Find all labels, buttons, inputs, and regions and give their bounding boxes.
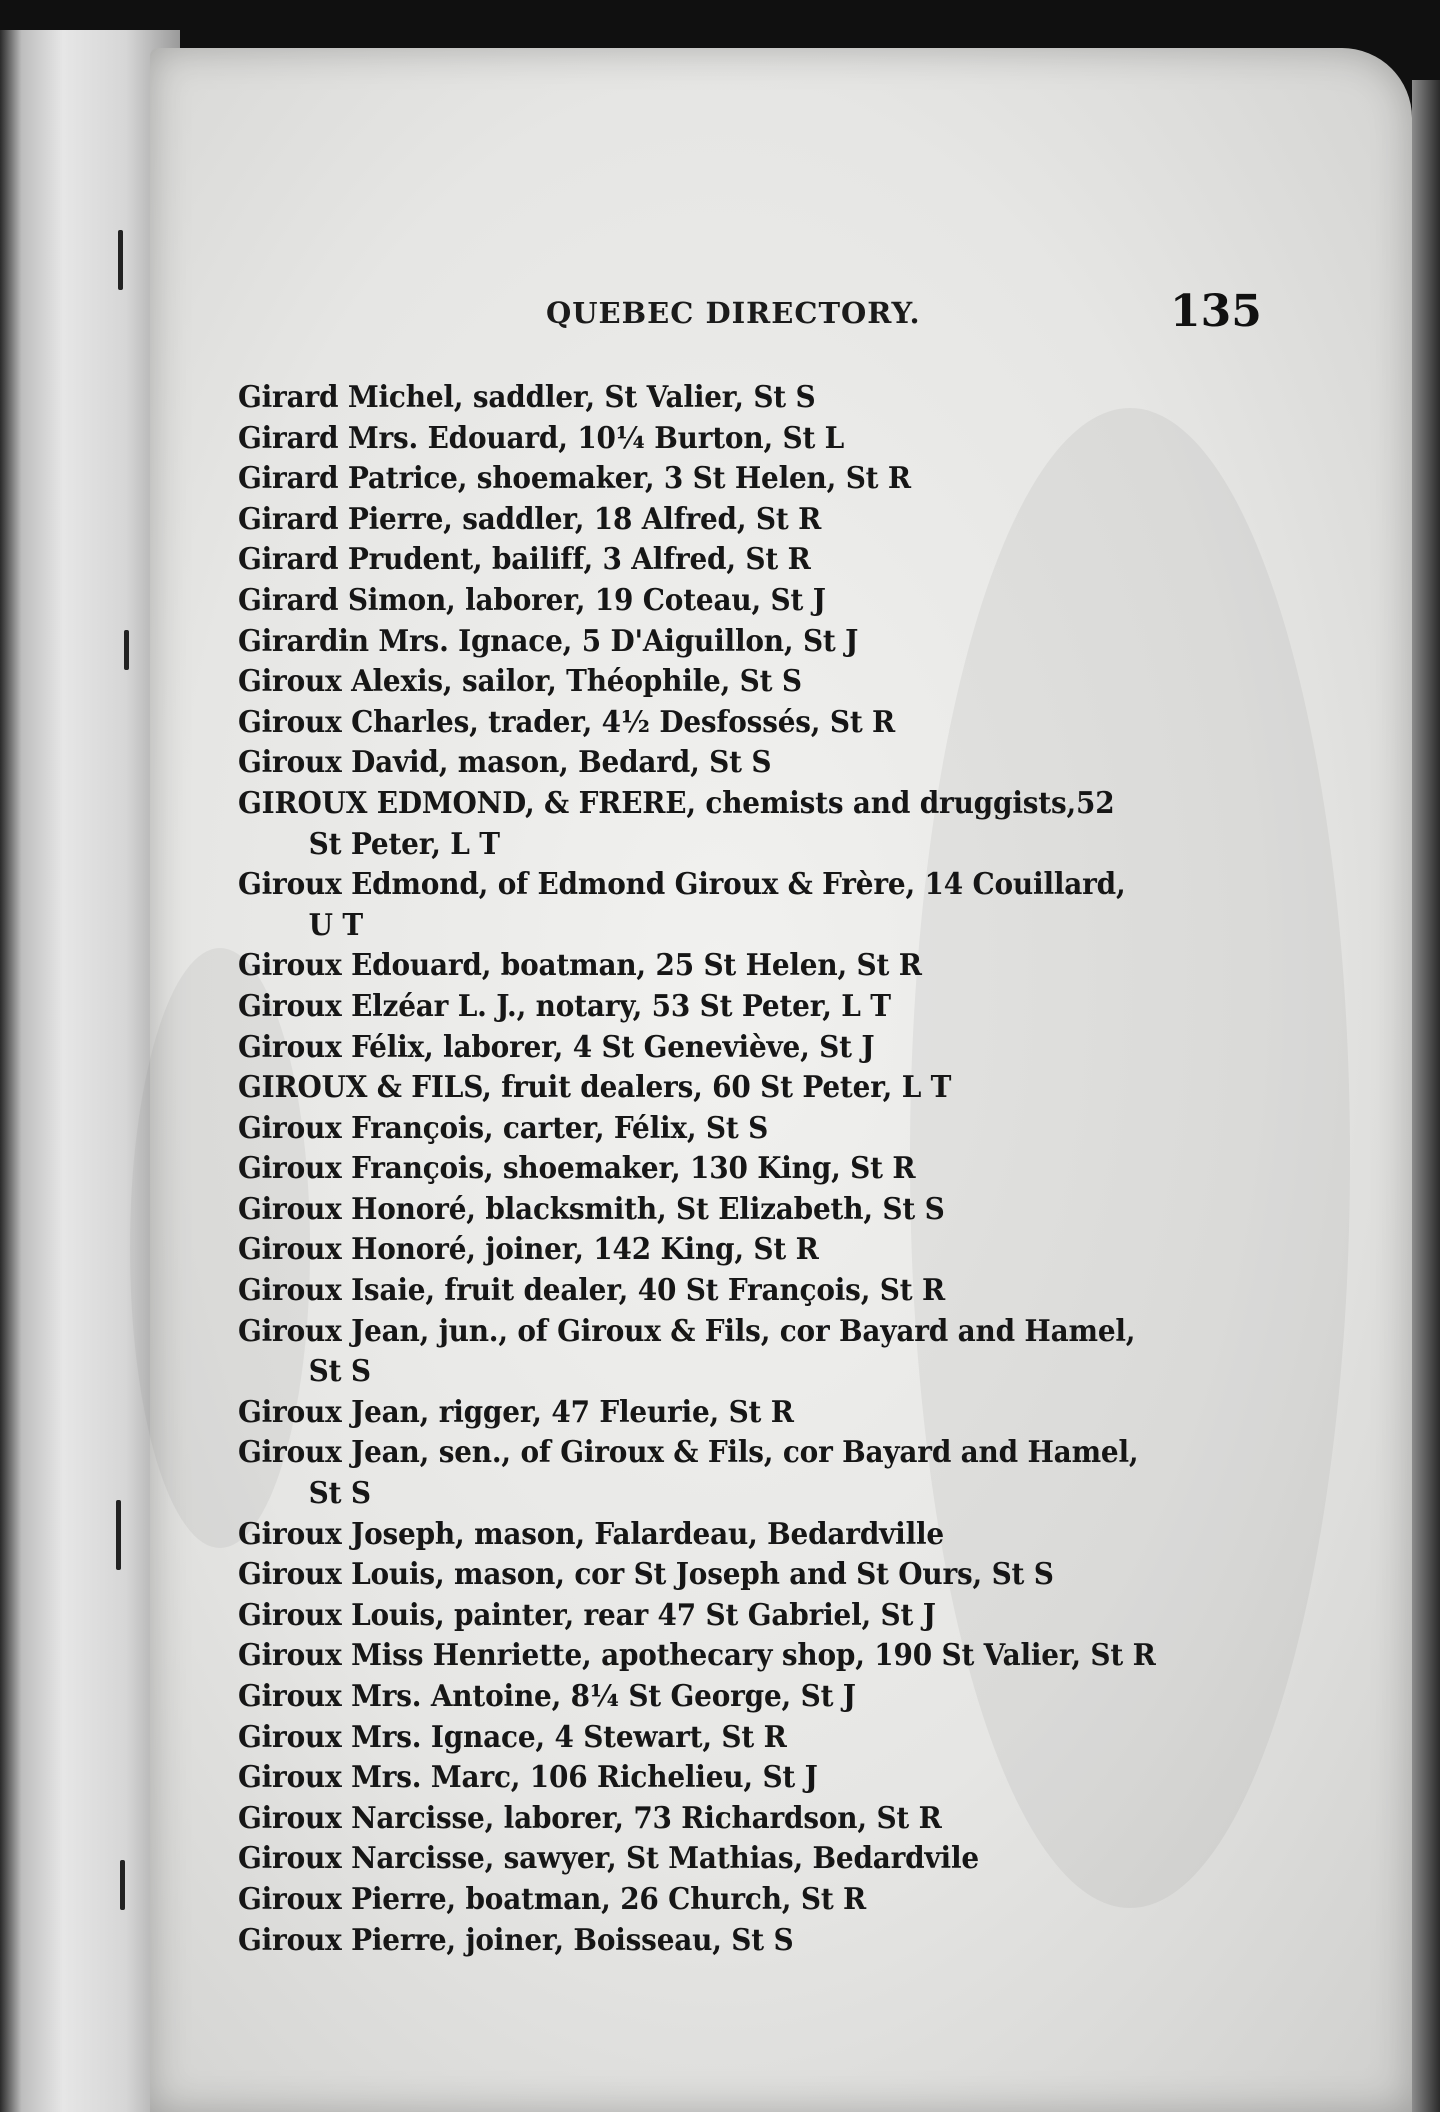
entry-text: Giroux Joseph, mason, Falardeau, Bedardville xyxy=(238,1516,944,1552)
entry-text: Giroux Mrs. Marc, 106 Richelieu, St J xyxy=(238,1760,818,1796)
entry-text: Girard Prudent, bailiff, 3 Alfred, St R xyxy=(238,542,811,578)
entry-text: Girard Simon, laborer, 19 Coteau, St J xyxy=(238,582,826,618)
page-title: QUEBEC DIRECTORY. xyxy=(546,296,921,330)
entry-text: Giroux Edouard, boatman, 25 St Helen, St R xyxy=(238,948,922,984)
entry-text: Giroux Elzéar L. J., notary, 53 St Peter, L T xyxy=(238,988,891,1024)
entry-text: Giroux Honoré, blacksmith, St Elizabeth, St S xyxy=(238,1191,945,1227)
entry-text: Giroux Charles, trader, 4½ Desfossés, St R xyxy=(238,704,896,740)
entry-text: Giroux Alexis, sailor, Théophile, St S xyxy=(238,664,802,700)
entry-text: Giroux Mrs. Ignace, 4 Stewart, St R xyxy=(238,1719,787,1755)
directory-entry xyxy=(238,987,1289,1028)
directory-entry xyxy=(238,1555,1289,1596)
entry-text: Giroux Louis, mason, cor St Joseph and St Ours, St S xyxy=(238,1557,1054,1593)
entry-text: Giroux Honoré, joiner, 142 King, St R xyxy=(238,1232,819,1268)
spine-mark xyxy=(118,230,123,290)
entry-continuation: St Peter, L T xyxy=(308,826,500,862)
entry-continuation: St S xyxy=(308,1476,371,1512)
entry-text: Giroux Jean, sen., of Giroux & Fils, cor Bayard and Hamel, xyxy=(238,1435,1139,1471)
entry-text: Giroux François, carter, Félix, St S xyxy=(238,1110,769,1146)
entry-continuation: St S xyxy=(308,1354,371,1390)
directory-entry xyxy=(238,1149,1289,1190)
directory-entry xyxy=(238,865,1289,946)
directory-entry xyxy=(238,1230,1289,1271)
directory-entry xyxy=(238,459,1289,500)
directory-entry xyxy=(238,1433,1289,1514)
directory-entry xyxy=(238,743,1289,784)
entry-text: Giroux Isaie, fruit dealer, 40 St François, St R xyxy=(238,1273,945,1309)
directory-entry xyxy=(238,1393,1289,1434)
directory-entry xyxy=(238,1271,1289,1312)
directory-entry xyxy=(238,1758,1289,1799)
entry-text: Giroux François, shoemaker, 130 King, St R xyxy=(238,1151,916,1187)
entry-text: Girardin Mrs. Ignace, 5 D'Aiguillon, St J xyxy=(238,623,859,659)
directory-entry xyxy=(238,1596,1289,1637)
directory-entry xyxy=(238,1636,1289,1677)
directory-entry xyxy=(238,1839,1289,1880)
entry-text: Giroux Narcisse, laborer, 73 Richardson, St R xyxy=(238,1800,942,1836)
directory-entry xyxy=(238,1677,1289,1718)
directory-entry xyxy=(238,540,1289,581)
entry-text: Giroux Narcisse, sawyer, St Mathias, Bedardvile xyxy=(238,1841,979,1877)
directory-entry xyxy=(238,662,1289,703)
directory-entry xyxy=(238,946,1289,987)
page-header xyxy=(150,286,1412,344)
directory-entry xyxy=(238,1515,1289,1556)
entry-text: Girard Patrice, shoemaker, 3 St Helen, St R xyxy=(238,461,911,497)
directory-entry xyxy=(238,1880,1289,1921)
directory-entry xyxy=(238,1921,1289,1962)
page-number: 135 xyxy=(1170,286,1262,337)
entry-text: GIROUX EDMOND, & FRERE, chemists and druggists,52 xyxy=(238,785,1115,821)
directory-entry xyxy=(238,1109,1289,1150)
entry-text: Giroux Pierre, joiner, Boisseau, St S xyxy=(238,1922,794,1958)
entry-text: Girard Mrs. Edouard, 10¼ Burton, St L xyxy=(238,420,845,456)
directory-entry xyxy=(238,1028,1289,1069)
directory-entry xyxy=(238,1799,1289,1840)
directory-entry xyxy=(238,703,1289,744)
directory-entry xyxy=(238,1190,1289,1231)
entry-text: Giroux Edmond, of Edmond Giroux & Frère, 14 Couillard, xyxy=(238,867,1126,903)
spine-mark xyxy=(124,630,129,670)
directory-entry xyxy=(238,419,1289,460)
right-page-edge xyxy=(1412,80,1440,2112)
spine-mark xyxy=(116,1500,121,1570)
entry-text: Girard Michel, saddler, St Valier, St S xyxy=(238,380,816,415)
entry-text: Giroux Jean, jun., of Giroux & Fils, cor Bayard and Hamel, xyxy=(238,1313,1136,1349)
directory-entry xyxy=(238,500,1289,541)
directory-page xyxy=(150,48,1412,2112)
directory-entry xyxy=(238,1718,1289,1759)
directory-entry xyxy=(238,581,1289,622)
entry-text: Giroux Louis, painter, rear 47 St Gabriel, St J xyxy=(238,1597,936,1633)
directory-entry xyxy=(238,378,1289,419)
directory-entry xyxy=(238,622,1289,663)
entry-text: Girard Pierre, saddler, 18 Alfred, St R xyxy=(238,501,822,537)
directory-entry xyxy=(238,1312,1289,1393)
entry-continuation: U T xyxy=(308,907,363,943)
spine-mark xyxy=(120,1860,125,1910)
directory-entry xyxy=(238,1068,1289,1109)
entry-text: Giroux Miss Henriette, apothecary shop, 190 St Valier, St R xyxy=(238,1638,1156,1674)
directory-entries xyxy=(238,378,1368,1961)
entry-text: Giroux Jean, rigger, 47 Fleurie, St R xyxy=(238,1394,794,1430)
entry-text: Giroux David, mason, Bedard, St S xyxy=(238,745,772,781)
entry-text: Giroux Mrs. Antoine, 8¼ St George, St J xyxy=(238,1679,856,1714)
entry-text: Giroux Pierre, boatman, 26 Church, St R xyxy=(238,1881,867,1917)
directory-entry xyxy=(238,784,1289,865)
entry-text: GIROUX & FILS, fruit dealers, 60 St Peter, L T xyxy=(238,1070,952,1106)
entry-text: Giroux Félix, laborer, 4 St Geneviève, St J xyxy=(238,1029,875,1065)
